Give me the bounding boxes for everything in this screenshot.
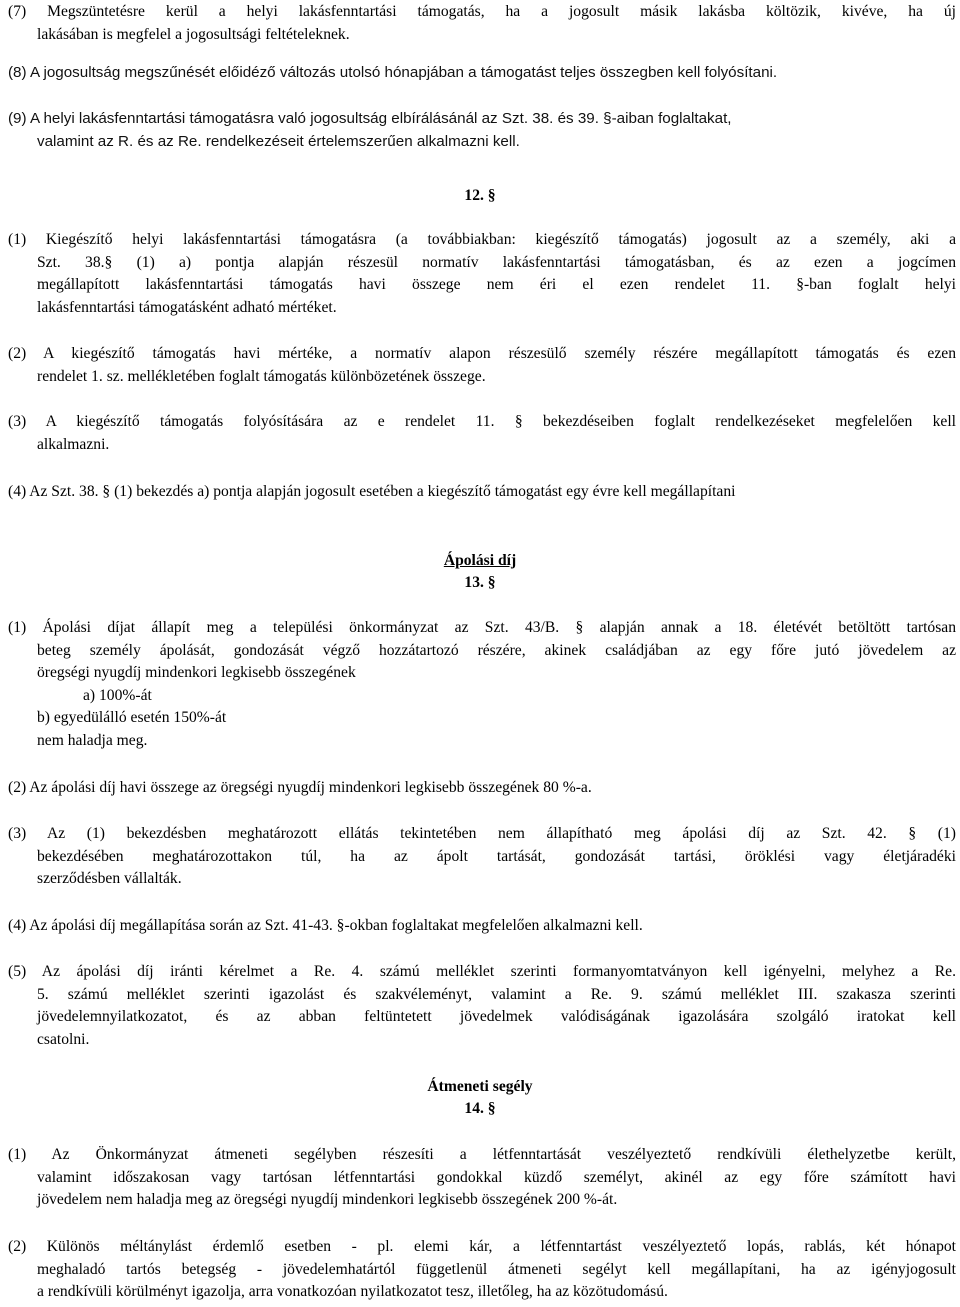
section-13-paragraph-2: (2) Az ápolási díj havi összege az öregségi nyugdíj mindenkori legkisebb összegének 80 %-a. xyxy=(8,779,592,796)
section-13-paragraph-1: (1) Ápolási díjat állapít meg a települési önkormányzat az Szt. 43/B. § alapján annak a 18. életévét betöltött tartósan beteg személy ápolását, gondozását végző hozzátartozó részére, akinek családjában az egy főre jutó jövedelem az öregségi nyugdíj mindenkori legkisebb összegének a) 100%-át b) egyedülálló esetén 150%-át nem haladja meg. xyxy=(8,619,956,749)
section-13-paragraph-3: (3) Az (1) bekezdésben meghatározott ellátás tekintetében nem állapítható meg ápolási díj az Szt. 42. § (1) bekezdésében meghatározottakon túl, ha az ápolt tartását, gondozását tartási, öröklési vagy életjáradéki szerződésben vállalták. xyxy=(8,825,956,888)
section-12-paragraph-2: (2) A kiegészítő támogatás havi mértéke, a normatív alapon részesülő személy részére megállapított támogatás és ezen rendelet 1. sz. mellékletében foglalt támogatás különbözetének összege. xyxy=(8,345,956,385)
section-13-paragraph-5: (5) Az ápolási díj iránti kérelmet a Re. 4. számú melléklet szerinti formanyomtatványon kell igényelni, melyhez a Re. 5. számú melléklet szerinti igazolást és szakvéleményt, valamint a Re. 9. számú melléklet III. szakasza szerinti jövedelemnyilatkozatot, és az abban feltüntetett jövedelmek valódiságának igazolására szolgáló iratokat kell csatolni. xyxy=(8,963,956,1048)
section-13-heading: 13. § xyxy=(464,574,496,591)
paragraph-7: (7) Megszüntetésre kerül a helyi lakásfenntartási támogatás, ha a jogosult másik lakásba költözik, kivéve, ha új lakásában is megfelel a jogosultsági feltételeknek. xyxy=(8,3,956,43)
paragraph-9: (9) A helyi lakásfenntartási támogatásra való jogosultság elbírálásánál az Szt. 38. és 39. §-aiban foglaltakat, valamint az R. és az Re. rendelkezéseit értelemszerűen alkalmazni kell. xyxy=(8,110,732,150)
section-13-title: Ápolási díj xyxy=(443,552,517,569)
paragraph-8: (8) A jogosultság megszűnését előidéző változás utolsó hónapjában a támogatást teljes összegben kell folyósítani. xyxy=(8,64,778,81)
section-12-paragraph-1: (1) Kiegészítő helyi lakásfenntartási támogatásra (a továbbiakban: kiegészítő támogatás) jogosult az a személy, aki a Szt. 38.§ (1) a) pontja alapján részesül normatív lakásfenntartási támogatásban, és az ezen a jogcímen megállapított lakásfenntartási támogatás havi összege nem éri el ezen rendelet 11. §-ban foglalt helyi lakásfenntartási támogatásként adható mértéket. xyxy=(8,231,956,316)
section-14-paragraph-1: (1) Az Önkormányzat átmeneti segélyben részesíti a létfenntartását veszélyeztető rendkívüli élethelyzetbe került, valamint időszakosan vagy tartósan létfenntartási gondokkal küzdő személyt, akinél az egy főre számított havi jövedelem nem haladja meg az öregségi nyugdíj mindenkori legkisebb összegének 200 %-át. xyxy=(8,1146,956,1209)
section-13-paragraph-4: (4) Az ápolási díj megállapítása során az Szt. 41-43. §-okban foglaltakat megfelelően alkalmazni kell. xyxy=(8,917,643,934)
section-14-title: Átmeneti segély xyxy=(427,1078,533,1095)
section-12-paragraph-3: (3) A kiegészítő támogatás folyósítására az e rendelet 11. § bekezdéseiben foglalt rendelkezéseket megfelelően kell alkalmazni. xyxy=(8,413,956,453)
section-14-heading: 14. § xyxy=(464,1100,496,1117)
section-14-paragraph-2: (2) Különös méltánylást érdemlő esetben - pl. elemi kár, a létfenntartást veszélyeztető lopás, rablás, két hónapot meghaladó tartós betegség - jövedelemhatártól függetlenül átmeneti segélyt kell megállapítani, ha az igényjogosult a rendkívüli körülményt igazolja, arra vonatkozóan nyilatkozatot tesz, illetőleg, ha az közötudomású. xyxy=(8,1238,956,1301)
section-12-paragraph-4: (4) Az Szt. 38. § (1) bekezdés a) pontja alapján jogosult esetében a kiegészítő támogatást egy évre kell megállapítani xyxy=(8,483,736,500)
section-12-heading: 12. § xyxy=(464,187,496,204)
